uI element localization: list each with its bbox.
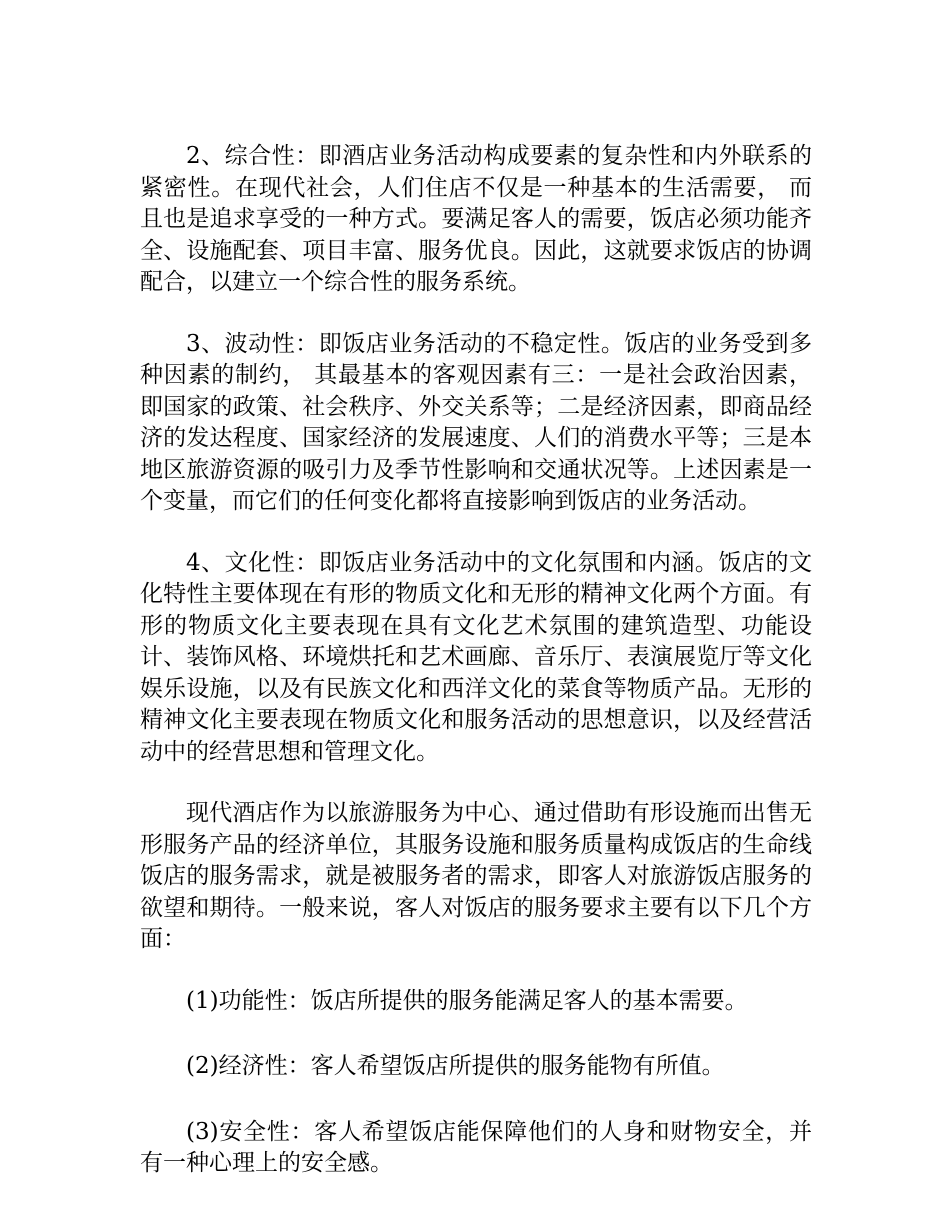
document-body <box>140 141 812 1214</box>
paragraph-culture: 4、文化性：即饭店业务活动中的文化氛围和内涵。饭店的文化特性主要体现在有形的物质文化和无形的精神文化两个方面。有形的物质文化主要表现在具有文化艺术氛围的建筑造型、功能设计、装饰风格、环境烘托和艺术画廊、音乐厅、表演展览厅等文化娱乐设施，以及有民族文化和西洋文化的菜食等物质产品。无形的精神文化主要表现在物质文化和服务活动的思想意识，以及经营活动中的经营思想和管理文化。 <box>140 549 812 765</box>
paragraph-comprehensiveness: 2、综合性：即酒店业务活动构成要素的复杂性和内外联系的紧密性。在现代社会，人们住店不仅是一种基本的生活需要， 而且也是追求享受的一种方式。要满足客人的需要，饭店必须功能齐全、设施配套、项目丰富、服务优良。因此，这就要求饭店的协调配合，以建立一个综合性的服务系统。 <box>140 143 812 295</box>
list-item-economy: (2)经济性：客人希望饭店所提供的服务能物有所值。 <box>186 1053 725 1079</box>
paragraph-service-demand: 现代酒店作为以旅游服务为中心、通过借助有形设施而出售无形服务产品的经济单位，其服务设施和服务质量构成饭店的生命线饭店的服务需求，就是被服务者的需求，即客人对旅游饭店服务的欲望和期待。一般来说，客人对饭店的服务要求主要有以下几个方面： <box>140 800 812 952</box>
paragraph-volatility: 3、波动性：即饭店业务活动的不稳定性。饭店的业务受到多种因素的制约， 其最基本的客观因素有三：一是社会政治因素，即国家的政策、社会秩序、外交关系等；二是经济因素，即商品经济的发达程度、国家经济的发展速度、人们的消费水平等；三是本地区旅游资源的吸引力及季节性影响和交通状况等。上述因素是一个变量，而它们的任何变化都将直接影响到饭店的业务活动。 <box>140 330 812 514</box>
list-item-functionality: (1)功能性：饭店所提供的服务能满足客人的基本需要。 <box>186 987 748 1014</box>
list-item-safety: (3)安全性：客人希望饭店能保障他们的人身和财物安全，并有一种心理上的安全感。 <box>140 1118 812 1176</box>
